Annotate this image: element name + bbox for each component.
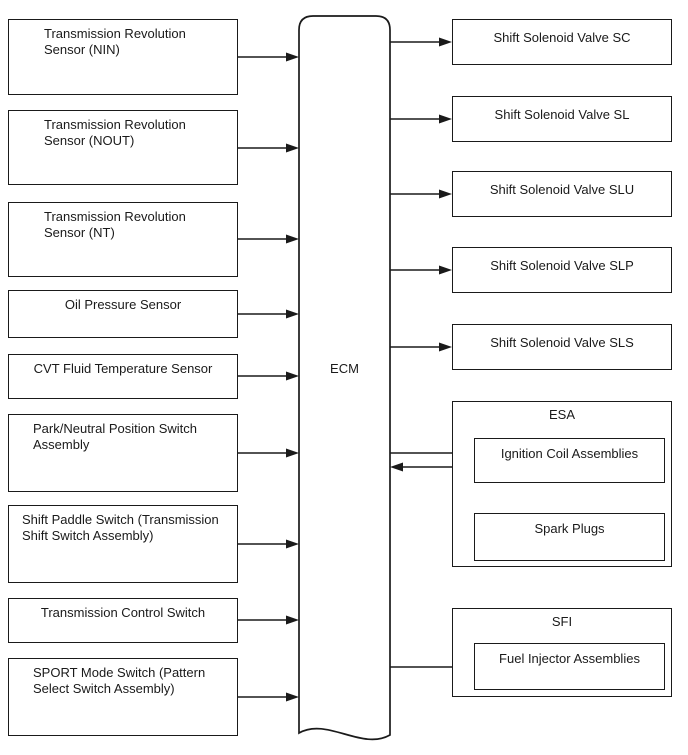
arrow-cvt-fluid-temp-to-ecm <box>238 372 299 381</box>
arrow-nt-to-ecm <box>238 235 299 244</box>
input-box-label: Oil Pressure Sensor <box>64 297 182 312</box>
output-box-label: Shift Solenoid Valve SLS <box>490 335 634 350</box>
spark-plugs-box <box>474 513 665 561</box>
output-box-label: Shift Solenoid Valve SC <box>493 30 631 45</box>
arrow-ecm-to-slu <box>390 190 452 199</box>
inner-box-label: Spark Plugs <box>534 521 605 536</box>
input-box-label: Transmission Revolution Sensor (NIN) <box>44 26 186 57</box>
input-box-label: Shift Paddle Switch (Transmission Shift Switch Assembly) <box>22 512 219 543</box>
ecm-box <box>299 16 390 739</box>
arrow-transmission-control-to-ecm <box>238 616 299 625</box>
arrow-nout-to-ecm <box>238 144 299 153</box>
output-box-solenoid-sc <box>452 19 672 65</box>
input-box-nout <box>8 110 238 185</box>
input-box-label: Park/Neutral Position Switch Assembly <box>33 421 198 452</box>
arrow-ecm-to-slp <box>390 266 452 275</box>
arrow-ecm-to-sls <box>390 343 452 352</box>
arrow-shift-paddle-to-ecm <box>238 540 299 549</box>
ecm-label: ECM <box>330 361 359 376</box>
arrow-oil-pressure-to-ecm <box>238 310 299 319</box>
fuel-injector-assemblies-box <box>474 643 665 690</box>
inner-box-label: Fuel Injector Assemblies <box>499 651 640 666</box>
sfi-label: SFI <box>551 614 573 629</box>
input-box-label: SPORT Mode Switch (Pattern Select Switch Assembly) <box>33 665 206 696</box>
input-box-cvt-fluid-temperature-sensor <box>8 354 238 399</box>
input-box-label: Transmission Control Switch <box>40 605 206 620</box>
arrow-nin-to-ecm <box>238 53 299 62</box>
esa-label: ESA <box>548 407 575 422</box>
input-box-sport-mode-switch <box>8 658 238 736</box>
arrow-park-neutral-to-ecm <box>238 449 299 458</box>
input-box-nt <box>8 202 238 277</box>
inner-box-label: Ignition Coil Assemblies <box>500 446 639 461</box>
arrow-ecm-to-sl <box>390 115 452 124</box>
input-box-label: Transmission Revolution Sensor (NT) <box>44 209 186 240</box>
output-box-solenoid-sls <box>452 324 672 370</box>
input-box-label: Transmission Revolution Sensor (NOUT) <box>44 117 186 148</box>
input-box-label: CVT Fluid Temperature Sensor <box>33 361 213 376</box>
output-box-label: Shift Solenoid Valve SLU <box>489 182 635 197</box>
output-box-label: Shift Solenoid Valve SL <box>494 107 630 122</box>
output-box-solenoid-sl <box>452 96 672 142</box>
input-box-transmission-control-switch <box>8 598 238 643</box>
input-box-oil-pressure-sensor <box>8 290 238 338</box>
output-box-solenoid-slp <box>452 247 672 293</box>
arrow-ecm-to-sc <box>390 38 452 47</box>
output-box-label: Shift Solenoid Valve SLP <box>490 258 634 273</box>
input-box-shift-paddle-switch <box>8 505 238 583</box>
output-box-solenoid-slu <box>452 171 672 217</box>
input-box-park-neutral-position-switch <box>8 414 238 492</box>
ignition-coil-assemblies-box <box>474 438 665 483</box>
input-box-nin <box>8 19 238 95</box>
arrow-sport-mode-to-ecm <box>238 693 299 702</box>
